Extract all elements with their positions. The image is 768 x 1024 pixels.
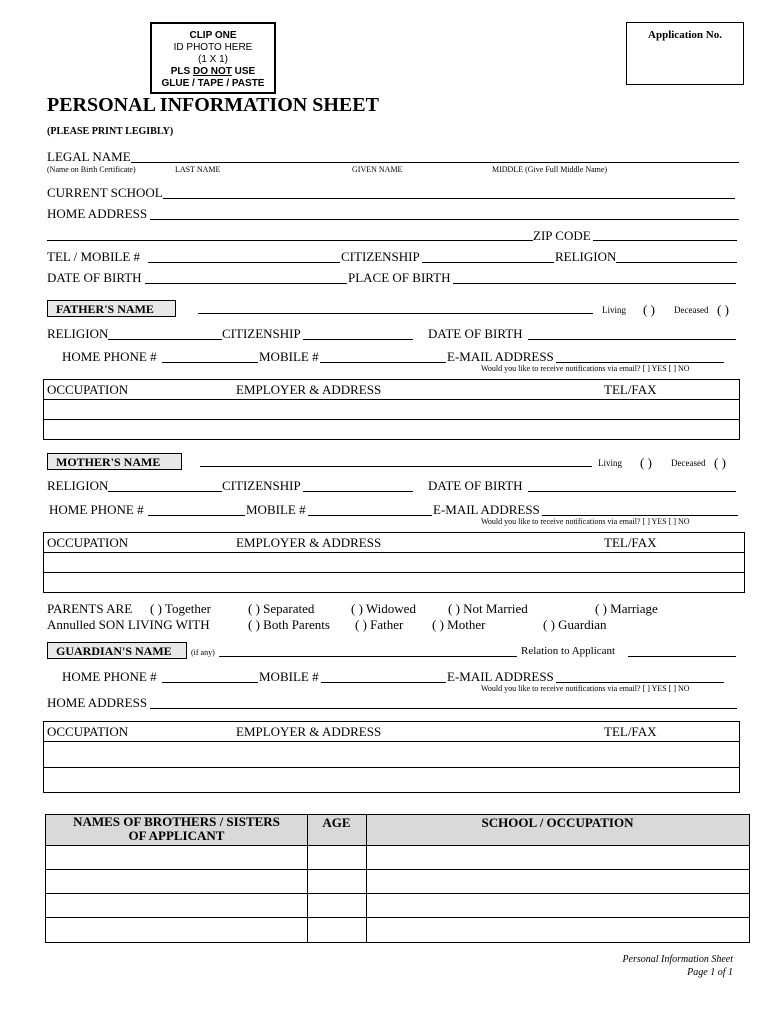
photo-box-line2: ID PHOTO HERE	[173, 42, 253, 53]
mothers-name-line[interactable]	[200, 466, 592, 467]
father-email-label: E-MAIL ADDRESS	[447, 349, 554, 364]
relation-line[interactable]	[628, 656, 736, 657]
father-occupation-table	[43, 379, 740, 440]
siblings-header-age: AGE	[322, 815, 351, 830]
mother-deceased-label: Deceased	[671, 458, 706, 468]
photo-box-do-not: DO NOT	[193, 66, 232, 77]
father-occ-row[interactable]	[44, 399, 739, 400]
siblings-col-divider	[366, 815, 367, 942]
guardian-occ-header-occupation: OCCUPATION	[47, 724, 129, 739]
mother-occupation-table	[43, 532, 745, 593]
mother-dob-line[interactable]	[528, 491, 736, 492]
middle-name-caption: MIDDLE (Give Full Middle Name)	[492, 165, 608, 174]
mother-deceased-checkbox[interactable]: ( )	[714, 455, 726, 470]
mother-occ-header-occupation: OCCUPATION	[47, 535, 129, 550]
pob-line[interactable]	[453, 283, 736, 284]
father-occ-header-occupation: OCCUPATION	[47, 382, 129, 397]
guardian-home-phone-line[interactable]	[162, 682, 258, 683]
mother-living-checkbox[interactable]: ( )	[640, 455, 652, 470]
father-deceased-label: Deceased	[674, 305, 709, 315]
given-name-caption: GIVEN NAME	[352, 165, 403, 174]
photo-box-line4c: USE	[231, 66, 256, 77]
mother-notify[interactable]: Would you like to receive notifications via email? [ ] YES [ ] NO	[481, 517, 690, 526]
mother-occ-header-telfax: TEL/FAX	[604, 535, 657, 550]
mother-religion-line[interactable]	[108, 491, 222, 492]
print-note: (PLEASE PRINT LEGIBLY)	[47, 126, 174, 137]
guardians-name-label: GUARDIAN'S NAME	[47, 642, 187, 659]
option-widowed[interactable]: ( ) Widowed	[351, 601, 416, 616]
option-marriage[interactable]: ( ) Marriage	[595, 601, 658, 616]
mother-mobile-line[interactable]	[308, 515, 432, 516]
dob-line[interactable]	[145, 283, 347, 284]
father-home-phone-label: HOME PHONE #	[62, 349, 157, 364]
guardian-mobile-line[interactable]	[321, 682, 446, 683]
parents-are-label: PARENTS ARE	[47, 601, 133, 616]
photo-box-line3: (1 X 1)	[197, 54, 228, 65]
fathers-name-line[interactable]	[198, 313, 593, 314]
siblings-row[interactable]	[46, 917, 749, 918]
father-living-checkbox[interactable]: ( )	[643, 302, 655, 317]
guardian-email-line[interactable]	[556, 682, 724, 683]
guardian-name-line[interactable]	[219, 656, 517, 657]
father-occ-header-telfax: TEL/FAX	[604, 382, 657, 397]
mother-dob-label: DATE OF BIRTH	[428, 478, 523, 493]
mother-religion-label: RELIGION	[47, 478, 109, 493]
home-address-label: HOME ADDRESS	[47, 206, 148, 221]
guardian-occ-row[interactable]	[44, 767, 739, 768]
father-mobile-label: MOBILE #	[259, 349, 319, 364]
option-father[interactable]: ( ) Father	[355, 617, 404, 632]
current-school-label: CURRENT SCHOOL	[47, 185, 163, 200]
mother-occ-header-employer: EMPLOYER & ADDRESS	[236, 535, 382, 550]
photo-box-line5: GLUE / TAPE / PASTE	[161, 78, 265, 89]
mother-email-label: E-MAIL ADDRESS	[433, 502, 540, 517]
mother-occ-row[interactable]	[44, 552, 744, 553]
footer-title: Personal Information Sheet	[622, 954, 733, 965]
father-dob-label: DATE OF BIRTH	[428, 326, 523, 341]
father-religion-line[interactable]	[108, 339, 222, 340]
photo-box-line4a: PLS	[170, 66, 193, 77]
guardian-address-line[interactable]	[150, 708, 737, 709]
tel-mobile-label: TEL / MOBILE #	[47, 249, 141, 264]
mother-home-phone-line[interactable]	[148, 515, 245, 516]
father-dob-line[interactable]	[528, 339, 736, 340]
guardian-address-label: HOME ADDRESS	[47, 695, 148, 710]
religion-label: RELIGION	[555, 249, 617, 264]
legal-name-note: (Name on Birth Certificate)	[47, 165, 136, 174]
father-citizenship-label: CITIZENSHIP	[222, 326, 301, 341]
father-citizenship-line[interactable]	[303, 339, 413, 340]
mother-home-phone-label: HOME PHONE #	[49, 502, 144, 517]
guardian-mobile-label: MOBILE #	[259, 669, 319, 684]
siblings-header-names-l2: OF APPLICANT	[128, 828, 225, 843]
guardian-notify[interactable]: Would you like to receive notifications via email? [ ] YES [ ] NO	[481, 684, 690, 693]
citizenship-label: CITIZENSHIP	[341, 249, 420, 264]
page-title: PERSONAL INFORMATION SHEET	[47, 94, 379, 116]
mother-citizenship-label: CITIZENSHIP	[222, 478, 301, 493]
mother-occ-row[interactable]	[44, 572, 744, 573]
photo-box-line1: CLIP ONE	[189, 30, 237, 41]
religion-line[interactable]	[616, 262, 737, 263]
pob-label: PLACE OF BIRTH	[348, 270, 451, 285]
siblings-row[interactable]	[46, 893, 749, 894]
address-line-2[interactable]	[47, 240, 533, 241]
fathers-name-label: FATHER'S NAME	[47, 300, 176, 317]
photo-box-line4	[152, 66, 274, 78]
option-guardian[interactable]: ( ) Guardian	[543, 617, 607, 632]
legal-name-label: LEGAL NAME	[47, 149, 131, 164]
option-mother[interactable]: ( ) Mother	[432, 617, 486, 632]
mother-mobile-label: MOBILE #	[246, 502, 306, 517]
guardian-home-phone-label: HOME PHONE #	[62, 669, 157, 684]
mother-citizenship-line[interactable]	[303, 491, 413, 492]
guardian-email-label: E-MAIL ADDRESS	[447, 669, 554, 684]
father-religion-label: RELIGION	[47, 326, 109, 341]
footer-page: Page 1 of 1	[687, 967, 733, 978]
photo-clip-box	[150, 22, 276, 94]
annulled-son-living-with-label: Annulled SON LIVING WITH	[47, 617, 210, 632]
guardian-occ-header-employer: EMPLOYER & ADDRESS	[236, 724, 382, 739]
father-deceased-checkbox[interactable]: ( )	[717, 302, 729, 317]
legal-name-line[interactable]	[131, 162, 739, 163]
option-both-parents[interactable]: ( ) Both Parents	[248, 617, 330, 632]
guardian-occ-row[interactable]	[44, 741, 739, 742]
mother-email-line[interactable]	[542, 515, 738, 516]
siblings-row[interactable]	[46, 869, 749, 870]
tel-mobile-line[interactable]	[148, 262, 340, 263]
citizenship-line[interactable]	[422, 262, 554, 263]
mothers-name-label: MOTHER'S NAME	[47, 453, 182, 470]
option-not-married[interactable]: ( ) Not Married	[448, 601, 528, 616]
current-school-line[interactable]	[163, 198, 735, 199]
guardian-occupation-table	[43, 721, 740, 793]
siblings-header-school: SCHOOL / OCCUPATION	[481, 815, 634, 830]
father-occ-header-employer: EMPLOYER & ADDRESS	[236, 382, 382, 397]
father-notify[interactable]: Would you like to receive notifications via email? [ ] YES [ ] NO	[481, 364, 690, 373]
mother-living-label: Living	[598, 458, 622, 468]
home-address-line[interactable]	[150, 219, 739, 220]
siblings-col-divider	[307, 815, 308, 942]
option-together[interactable]: ( ) Together	[150, 601, 211, 616]
zip-code-line[interactable]	[593, 240, 737, 241]
guardian-occ-header-telfax: TEL/FAX	[604, 724, 657, 739]
relation-label: Relation to Applicant	[521, 645, 616, 657]
siblings-table	[45, 814, 750, 943]
application-no-label: Application No.	[648, 29, 722, 41]
guardian-if-any: (if any)	[191, 648, 215, 657]
father-email-line[interactable]	[556, 362, 724, 363]
option-separated[interactable]: ( ) Separated	[248, 601, 315, 616]
dob-label: DATE OF BIRTH	[47, 270, 142, 285]
zip-code-label: ZIP CODE	[533, 228, 591, 243]
father-mobile-line[interactable]	[320, 362, 446, 363]
father-home-phone-line[interactable]	[162, 362, 258, 363]
father-living-label: Living	[602, 305, 626, 315]
siblings-header-names	[46, 815, 307, 843]
father-occ-row[interactable]	[44, 419, 739, 420]
last-name-caption: LAST NAME	[175, 165, 221, 174]
siblings-header-names-l1: NAMES OF BROTHERS / SISTERS	[73, 814, 280, 829]
application-no-box[interactable]	[626, 22, 744, 85]
